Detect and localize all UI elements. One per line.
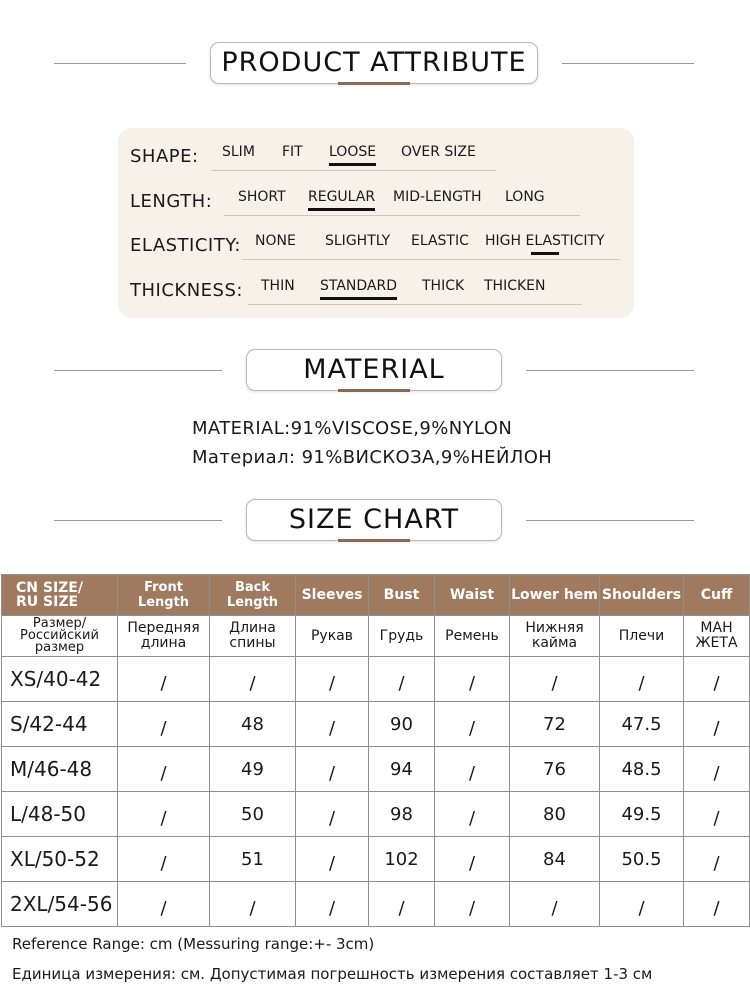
attr-option: THIN [261,278,295,294]
attr-option: SLIM [222,144,255,160]
header-cell-text: Размер/ Российский размер [20,616,99,655]
cell-value: / [468,672,476,694]
cell-value: / [249,672,256,694]
cell-value: / [551,672,558,694]
header-cell: Shoulders [600,575,684,616]
material-title: MATERIAL [303,354,445,385]
measure-cell [600,657,684,702]
measure-cell [369,792,435,837]
header-cell: Back Length [210,575,296,616]
cell-value: / [328,717,336,739]
measure-cell [296,702,369,747]
cell-value: / [713,852,720,874]
cell-value: 51 [241,848,264,870]
header-cell [2,616,118,657]
measure-cell [210,657,296,702]
measure-cell [600,882,684,927]
attr-options [224,185,580,216]
title-underbar [338,539,410,542]
header-cell: Bust [369,575,435,616]
attr-label: SHAPE: [130,146,199,167]
measure-cell [600,747,684,792]
header-cell: Рукав [296,616,369,657]
product-attribute-header [0,33,750,93]
measure-cell [210,837,296,882]
attribute-panel [118,128,634,318]
header-cell: Плечи [600,616,684,657]
cell-value: 49.5 [621,803,662,825]
table-row [2,792,750,837]
measure-cell [510,747,600,792]
measure-cell [684,702,750,747]
measure-cell [510,702,600,747]
cell-value: 94 [390,758,413,780]
cell-value: / [713,672,720,694]
measure-cell [210,882,296,927]
header-cell [684,616,750,657]
material-line-en: MATERIAL:91%VISCOSE,9%NYLON [192,418,513,439]
cell-value: / [468,717,476,739]
header-cell: Грудь [369,616,435,657]
cell-value: / [713,762,720,784]
divider-left [54,370,222,371]
cell-value: 84 [543,848,566,870]
measure-cell [369,747,435,792]
attr-option-selected: STANDARD [320,278,398,294]
header-cell [210,616,296,657]
size-label-cell [2,702,118,747]
attr-option: MID-LENGTH [393,189,482,205]
cell-value: 50 [241,803,264,825]
divider-left [54,520,222,521]
attr-row-thickness [130,274,620,304]
measure-cell [684,837,750,882]
cell-value: / [328,672,336,694]
attr-option-text: HIGH ELASTICITY [485,233,605,249]
size-label-cell [2,882,118,927]
header-cell-text: Нижняя кайма [525,620,584,651]
header-cell: Waist [435,575,510,616]
measure-cell [510,837,600,882]
measure-cell [118,882,210,927]
cell-value: / [328,852,336,874]
header-cell: Lower hem [510,575,600,616]
measure-cell [210,747,296,792]
measure-cell [510,657,600,702]
measure-cell [210,792,296,837]
attr-option: SLIGHTLY [325,233,391,249]
measure-cell [684,657,750,702]
cell-value: / [638,897,645,919]
cell-value: 2XL/54-56 [10,892,113,916]
attr-option-selected: REGULAR [308,189,376,205]
cell-value: / [249,897,256,919]
table-header-en [2,575,750,616]
cell-value: 49 [241,758,264,780]
cell-value: / [468,762,476,784]
size-label-cell [2,747,118,792]
table-header-ru [2,616,750,657]
cell-value: 50.5 [621,848,662,870]
reference-note-en: Reference Range: cm (Messuring range:+- 3cm) [12,935,375,953]
cell-value: / [328,897,336,919]
material-pill [246,349,502,391]
product-attribute-title: PRODUCT ATTRIBUTE [221,47,527,78]
divider-right [526,370,694,371]
header-cell: Ремень [435,616,510,657]
cell-value: 48.5 [621,758,662,780]
table-row [2,747,750,792]
attr-row-length [130,185,620,215]
measure-cell [296,792,369,837]
size-rows [2,657,750,927]
attr-label: ELASTICITY: [130,235,241,256]
attr-option: ELASTIC [411,233,469,249]
measure-cell [510,882,600,927]
measure-cell [296,837,369,882]
cell-value: / [160,717,167,739]
size-label-cell [2,837,118,882]
cell-value: / [160,852,167,874]
measure-cell [118,657,210,702]
cell-value: 80 [543,803,566,825]
cell-value: / [328,762,336,784]
material-header [0,340,750,400]
divider-left [54,63,186,64]
measure-cell [684,882,750,927]
measure-cell [369,702,435,747]
cell-value: 98 [390,803,413,825]
attr-option: SHORT [238,189,286,205]
cell-value: / [713,717,720,739]
cell-value: L/48-50 [10,802,86,826]
cell-value: / [160,807,167,829]
cell-value: / [468,852,476,874]
header-cell-text: CN SIZE/ RU SIZE [16,580,83,610]
cell-value: 102 [384,848,419,870]
measure-cell [435,792,510,837]
measure-cell [600,837,684,882]
size-chart-title: SIZE CHART [288,504,460,535]
attr-option: THICK [422,278,465,294]
header-cell-text: Длина спины [229,620,276,651]
cell-value: 76 [543,758,566,780]
divider-right [562,63,694,64]
measure-cell [210,702,296,747]
attr-option: LONG [505,189,545,205]
measure-cell [296,882,369,927]
measure-cell [369,657,435,702]
table-row [2,882,750,927]
size-chart-pill [246,499,502,541]
measure-cell [684,747,750,792]
attr-options [212,140,496,171]
selected-mark [531,252,559,255]
cell-value: / [398,672,405,694]
attr-row-elasticity [130,229,630,259]
header-cell: Sleeves [296,575,369,616]
cell-value: / [713,897,720,919]
header-cell-text: Передняя длина [127,620,200,651]
measure-cell [118,702,210,747]
measure-cell [369,837,435,882]
measure-cell [600,702,684,747]
table-row [2,657,750,702]
reference-note-ru: Единица измерения: см. Допустимая погрешность измерения составляет 1-3 см [12,965,653,983]
cell-value: / [551,897,558,919]
attr-option-selected: LOOSE [329,144,377,160]
size-label-cell [2,657,118,702]
cell-value: / [160,762,167,784]
cell-value: XL/50-52 [10,847,100,871]
measure-cell [600,792,684,837]
measure-cell [435,702,510,747]
header-cell-text: МАН ЖЕТА [695,620,738,651]
header-cell [118,616,210,657]
cell-value: 90 [390,713,413,735]
cell-value: / [638,672,645,694]
measure-cell [118,747,210,792]
attr-options [248,274,582,305]
size-chart-header [0,490,750,550]
attr-label: THICKNESS: [130,280,243,301]
measure-cell [369,882,435,927]
title-underbar [338,389,410,392]
cell-value: / [160,672,167,694]
measure-cell [684,792,750,837]
attr-options [242,229,620,260]
size-chart-table [1,574,750,927]
size-label-cell [2,792,118,837]
cell-value: XS/40-42 [10,667,102,691]
header-cell [2,575,118,616]
cell-value: / [713,807,720,829]
attr-row-shape [130,140,620,170]
measure-cell [435,837,510,882]
header-cell: Cuff [684,575,750,616]
cell-value: / [328,807,336,829]
cell-value: / [398,897,405,919]
cell-value: 48 [241,713,264,735]
product-attribute-pill [210,42,538,84]
attr-option: THICKEN [484,278,546,294]
attr-option: FIT [282,144,303,160]
header-cell: Front Length [118,575,210,616]
header-cell [510,616,600,657]
cell-value: 72 [543,713,566,735]
material-line-ru: Материал: 91%ВИСКОЗА,9%НЕЙЛОН [192,447,553,468]
measure-cell [296,657,369,702]
measure-cell [296,747,369,792]
cell-value: 47.5 [621,713,662,735]
cell-value: S/42-44 [10,712,88,736]
attr-option: NONE [255,233,296,249]
measure-cell [435,657,510,702]
measure-cell [510,792,600,837]
measure-cell [118,837,210,882]
measure-cell [435,747,510,792]
cell-value: / [160,897,167,919]
attr-option-selected [485,233,605,249]
cell-value: / [468,897,476,919]
cell-value: M/46-48 [10,757,93,781]
title-underbar [338,82,410,85]
divider-right [526,520,694,521]
table-row [2,837,750,882]
measure-cell [118,792,210,837]
measure-cell [435,882,510,927]
attr-label: LENGTH: [130,191,213,212]
cell-value: / [468,807,476,829]
attr-option: OVER SIZE [401,144,476,160]
table-row [2,702,750,747]
